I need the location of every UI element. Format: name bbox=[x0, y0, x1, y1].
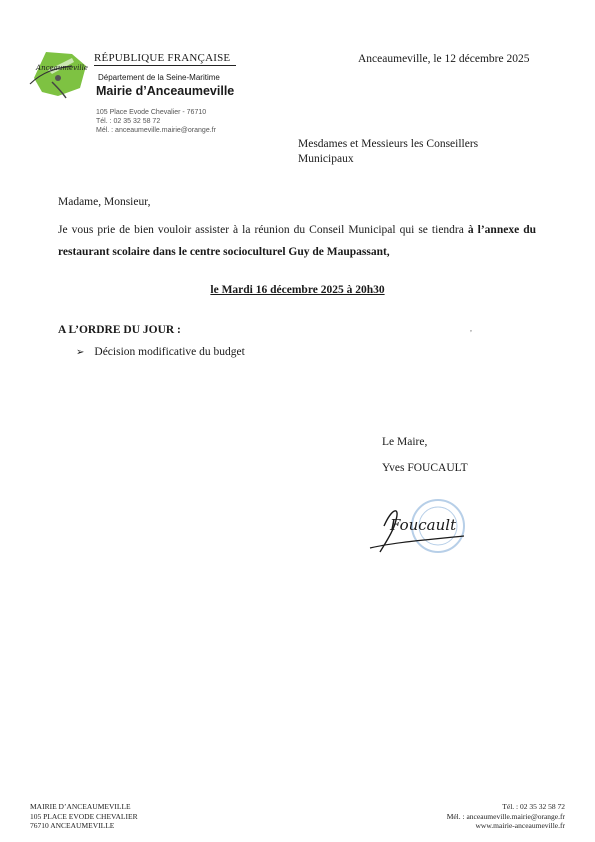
agenda-item bbox=[76, 346, 245, 358]
salutation: Madame, Monsieur, bbox=[58, 196, 151, 208]
town-hall-name: Mairie d’Anceaumeville bbox=[96, 84, 235, 98]
header-rule bbox=[94, 65, 236, 66]
invitation-intro: Je vous prie de bien vouloir assister à la réunion du Conseil Municipal qui se tiendra bbox=[58, 224, 468, 236]
arrow-bullet-icon: ➢ bbox=[76, 347, 85, 358]
signatory-name: Yves FOUCAULT bbox=[382, 462, 468, 474]
footer-left-line-2: 105 PLACE EVODE CHEVALIER bbox=[30, 811, 138, 821]
header-address: 105 Place Evode Chevalier - 76710 bbox=[96, 109, 207, 116]
invitation-paragraph bbox=[58, 219, 536, 263]
department-label: Département de la Seine-Maritime bbox=[98, 73, 220, 82]
agenda-title: A L’ORDRE DU JOUR : bbox=[58, 324, 181, 336]
recipient-line-2: Municipaux bbox=[298, 153, 354, 165]
stray-mark: , bbox=[470, 324, 472, 333]
footer-email: Mél. : anceaumeville.mairie@orange.fr bbox=[446, 811, 565, 821]
header-email: Mél. : anceaumeville.mairie@orange.fr bbox=[96, 127, 216, 134]
republic-header: RÉPUBLIQUE FRANÇAISE bbox=[94, 52, 231, 64]
recipient bbox=[298, 137, 478, 167]
footer-contact bbox=[447, 802, 565, 831]
footer-website: www.mairie-anceaumeville.fr bbox=[475, 821, 565, 830]
logo-text: Anceaumeville bbox=[36, 64, 88, 72]
header-contact bbox=[96, 108, 216, 135]
date-line: Anceaumeville, le 12 décembre 2025 bbox=[358, 53, 530, 65]
footer-left-line-1: MAIRIE D’ANCEAUMEVILLE bbox=[30, 802, 131, 811]
footer-left-line-3: 76710 ANCEAUMEVILLE bbox=[30, 821, 115, 830]
meeting-location: à l’annexe du restaurant scolaire dans le centre socioculturel Guy de Maupassant, bbox=[58, 224, 536, 258]
signatory-title: Le Maire, bbox=[382, 436, 428, 448]
signature-handwriting: Foucault bbox=[390, 516, 457, 534]
header-phone: Tél. : 02 35 32 58 72 bbox=[96, 118, 161, 125]
agenda-item-label: Décision modificative du budget bbox=[94, 346, 245, 358]
meeting-date: le Mardi 16 décembre 2025 à 20h30 bbox=[210, 284, 385, 296]
signature-stamp bbox=[366, 496, 470, 564]
footer-phone: Tél. : 02 35 32 58 72 bbox=[502, 802, 565, 811]
recipient-line-1: Mesdames et Messieurs les Conseillers bbox=[298, 138, 479, 150]
town-logo bbox=[28, 48, 92, 100]
footer-address bbox=[30, 802, 138, 831]
